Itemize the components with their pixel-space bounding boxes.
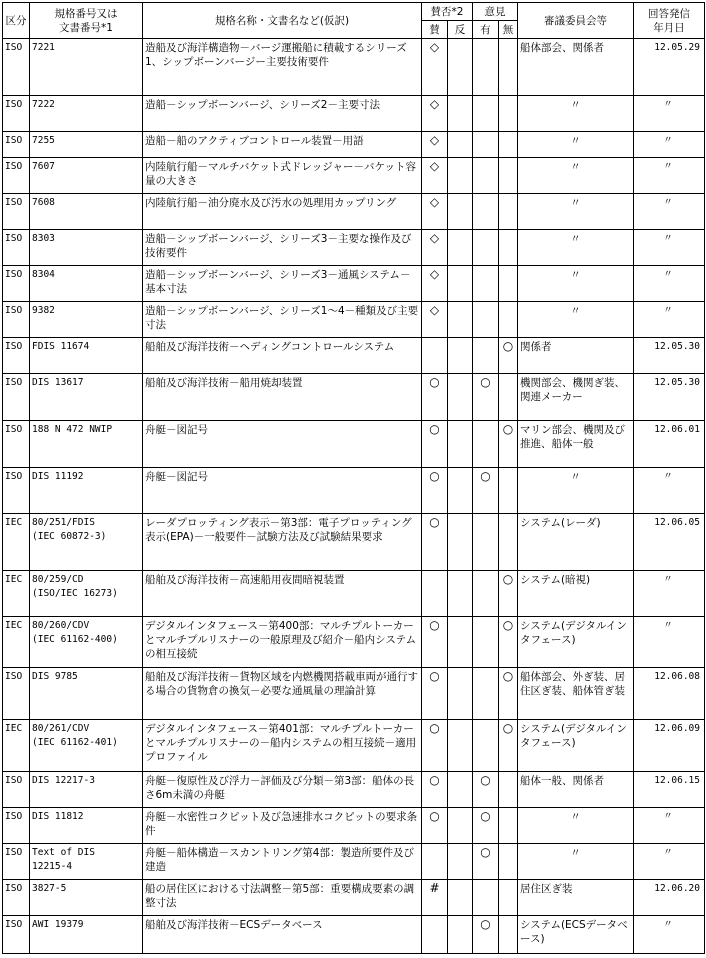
row-number: 8304 bbox=[30, 266, 143, 302]
header-vote-no: 反 bbox=[448, 21, 473, 39]
row-vote-no bbox=[448, 302, 473, 338]
row-opinion-none: ○ bbox=[499, 571, 518, 617]
row-kind: ISO bbox=[3, 338, 30, 374]
row-opinion-has bbox=[473, 571, 499, 617]
row-title: 船の居住区における寸法調整－第5部：重要構成要素の調整寸法 bbox=[143, 880, 422, 916]
row-vote-yes: ○ bbox=[422, 668, 448, 720]
row-vote-yes: ○ bbox=[422, 617, 448, 668]
row-number: DIS 11192 bbox=[30, 468, 143, 514]
table-row bbox=[3, 772, 705, 808]
row-opinion-none bbox=[499, 132, 518, 158]
row-date: 〃 bbox=[634, 808, 705, 844]
row-number: 7255 bbox=[30, 132, 143, 158]
row-number: FDIS 11674 bbox=[30, 338, 143, 374]
row-number: 9382 bbox=[30, 302, 143, 338]
table-row bbox=[3, 880, 705, 916]
row-opinion-none bbox=[499, 266, 518, 302]
row-kind: IEC bbox=[3, 617, 30, 668]
row-date: 〃 bbox=[634, 468, 705, 514]
row-kind: ISO bbox=[3, 421, 30, 468]
header-date: 回答発信 年月日 bbox=[634, 3, 705, 39]
row-committee: システム(暗視) bbox=[518, 571, 634, 617]
row-committee: 〃 bbox=[518, 844, 634, 880]
row-kind: ISO bbox=[3, 844, 30, 880]
row-kind: ISO bbox=[3, 194, 30, 230]
row-committee: マリン部会、機関及び推進、船体一般 bbox=[518, 421, 634, 468]
row-vote-yes: ○ bbox=[422, 720, 448, 772]
row-number: DIS 11812 bbox=[30, 808, 143, 844]
row-vote-no bbox=[448, 571, 473, 617]
header-op-no: 無 bbox=[499, 21, 518, 39]
row-opinion-none bbox=[499, 194, 518, 230]
header-number: 規格番号又は 文書番号*1 bbox=[30, 3, 143, 39]
row-opinion-none: ○ bbox=[499, 720, 518, 772]
row-opinion-has bbox=[473, 230, 499, 266]
row-number: 7222 bbox=[30, 96, 143, 132]
standards-table bbox=[2, 2, 705, 954]
row-opinion-none bbox=[499, 374, 518, 421]
row-date: 〃 bbox=[634, 302, 705, 338]
row-title: 造船－シップボーンバージ、シリーズ1～4－種類及び主要寸法 bbox=[143, 302, 422, 338]
row-vote-no bbox=[448, 132, 473, 158]
row-title: 内陸航行船－油分廃水及び汚水の処理用カップリング bbox=[143, 194, 422, 230]
row-committee: 〃 bbox=[518, 468, 634, 514]
row-title: 造船－シップボーンバージ、シリーズ2－主要寸法 bbox=[143, 96, 422, 132]
row-vote-no bbox=[448, 39, 473, 96]
row-kind: IEC bbox=[3, 571, 30, 617]
row-vote-yes: ○ bbox=[422, 514, 448, 571]
row-opinion-has bbox=[473, 302, 499, 338]
row-date: 12.06.05 bbox=[634, 514, 705, 571]
table-row bbox=[3, 468, 705, 514]
header-opinion: 意見 bbox=[473, 3, 518, 21]
row-number: 80/251/FDIS (IEC 60872-3) bbox=[30, 514, 143, 571]
row-opinion-none bbox=[499, 844, 518, 880]
row-date: 〃 bbox=[634, 194, 705, 230]
table-row bbox=[3, 421, 705, 468]
row-vote-no bbox=[448, 421, 473, 468]
row-date: 〃 bbox=[634, 132, 705, 158]
row-vote-no bbox=[448, 916, 473, 954]
row-vote-yes: ○ bbox=[422, 374, 448, 421]
row-number: 188 N 472 NWIP bbox=[30, 421, 143, 468]
header-vote-yes: 賛 bbox=[422, 21, 448, 39]
table-row bbox=[3, 96, 705, 132]
row-vote-no bbox=[448, 230, 473, 266]
row-opinion-none: ○ bbox=[499, 338, 518, 374]
row-opinion-none bbox=[499, 96, 518, 132]
table-row bbox=[3, 158, 705, 194]
row-vote-no bbox=[448, 468, 473, 514]
table-row bbox=[3, 39, 705, 96]
row-number: 7221 bbox=[30, 39, 143, 96]
row-kind: ISO bbox=[3, 808, 30, 844]
row-kind: ISO bbox=[3, 880, 30, 916]
row-opinion-has bbox=[473, 338, 499, 374]
row-number: 80/259/CD (ISO/IEC 16273) bbox=[30, 571, 143, 617]
row-committee: システム(デジタルインタフェース) bbox=[518, 617, 634, 668]
row-opinion-has bbox=[473, 720, 499, 772]
header-kind: 区分 bbox=[3, 3, 30, 39]
table-row bbox=[3, 808, 705, 844]
row-vote-yes: # bbox=[422, 880, 448, 916]
row-opinion-has bbox=[473, 421, 499, 468]
row-opinion-has bbox=[473, 266, 499, 302]
row-committee: 〃 bbox=[518, 96, 634, 132]
table-row bbox=[3, 720, 705, 772]
table-row bbox=[3, 844, 705, 880]
row-vote-yes: ◇ bbox=[422, 132, 448, 158]
row-vote-yes: ○ bbox=[422, 421, 448, 468]
table-row bbox=[3, 514, 705, 571]
row-committee: 〃 bbox=[518, 158, 634, 194]
row-title: 舟艇－図記号 bbox=[143, 468, 422, 514]
row-title: 造船－シップボーンバージ、シリーズ3－主要な操作及び技術要件 bbox=[143, 230, 422, 266]
row-committee: 〃 bbox=[518, 808, 634, 844]
row-date: 〃 bbox=[634, 844, 705, 880]
row-kind: ISO bbox=[3, 302, 30, 338]
row-opinion-has bbox=[473, 96, 499, 132]
row-opinion-has: ○ bbox=[473, 374, 499, 421]
row-kind: IEC bbox=[3, 514, 30, 571]
table-row bbox=[3, 668, 705, 720]
row-vote-yes: ◇ bbox=[422, 302, 448, 338]
table-row bbox=[3, 617, 705, 668]
row-vote-no bbox=[448, 808, 473, 844]
row-vote-no bbox=[448, 668, 473, 720]
row-vote-yes: ○ bbox=[422, 772, 448, 808]
row-date: 12.05.30 bbox=[634, 374, 705, 421]
row-opinion-none bbox=[499, 230, 518, 266]
header-title: 規格名称・文書名など(仮訳) bbox=[143, 3, 422, 39]
row-number: AWI 19379 bbox=[30, 916, 143, 954]
row-vote-no bbox=[448, 194, 473, 230]
table-row bbox=[3, 571, 705, 617]
row-kind: ISO bbox=[3, 230, 30, 266]
row-kind: ISO bbox=[3, 158, 30, 194]
row-opinion-none bbox=[499, 880, 518, 916]
row-opinion-has bbox=[473, 668, 499, 720]
row-opinion-has bbox=[473, 617, 499, 668]
header-committee: 審議委員会等 bbox=[518, 3, 634, 39]
row-opinion-has bbox=[473, 194, 499, 230]
row-opinion-none bbox=[499, 916, 518, 954]
row-title: 造船及び海洋構造物－バージ運搬船に積載するシリーズ1、シップボーンバージー主要技術要件 bbox=[143, 39, 422, 96]
table-row bbox=[3, 302, 705, 338]
row-kind: ISO bbox=[3, 668, 30, 720]
row-date: 〃 bbox=[634, 571, 705, 617]
row-opinion-has: ○ bbox=[473, 772, 499, 808]
row-opinion-has bbox=[473, 39, 499, 96]
row-vote-no bbox=[448, 96, 473, 132]
row-kind: ISO bbox=[3, 266, 30, 302]
row-vote-yes bbox=[422, 844, 448, 880]
row-vote-yes: ◇ bbox=[422, 39, 448, 96]
row-committee: 船体一般、関係者 bbox=[518, 772, 634, 808]
row-number: Text of DIS 12215-4 bbox=[30, 844, 143, 880]
row-kind: ISO bbox=[3, 468, 30, 514]
row-vote-yes bbox=[422, 916, 448, 954]
row-title: 内陸航行船－マルチバケット式ドレッジャー－バケット容量の大きさ bbox=[143, 158, 422, 194]
row-vote-no bbox=[448, 158, 473, 194]
row-committee: 〃 bbox=[518, 266, 634, 302]
row-opinion-none: ○ bbox=[499, 668, 518, 720]
row-kind: ISO bbox=[3, 132, 30, 158]
row-committee: 居住区ぎ装 bbox=[518, 880, 634, 916]
row-title: 舟艇－復原性及び浮力－評価及び分類－第3部：船体の長さ6m未満の舟艇 bbox=[143, 772, 422, 808]
row-vote-yes bbox=[422, 338, 448, 374]
row-number: 80/260/CDV (IEC 61162-400) bbox=[30, 617, 143, 668]
row-kind: ISO bbox=[3, 374, 30, 421]
row-vote-no bbox=[448, 880, 473, 916]
row-vote-yes: ◇ bbox=[422, 194, 448, 230]
row-committee: 〃 bbox=[518, 230, 634, 266]
row-title: レーダプロッティング表示－第3部：電子プロッティング表示(EPA)－一般要件－試験方法及び試験結果要求 bbox=[143, 514, 422, 571]
row-opinion-has bbox=[473, 132, 499, 158]
row-vote-no bbox=[448, 338, 473, 374]
row-opinion-none: ○ bbox=[499, 421, 518, 468]
row-date: 12.06.20 bbox=[634, 880, 705, 916]
row-title: 造船－船のアクティブコントロール装置－用語 bbox=[143, 132, 422, 158]
row-number: DIS 9785 bbox=[30, 668, 143, 720]
row-vote-no bbox=[448, 844, 473, 880]
row-number: 80/261/CDV (IEC 61162-401) bbox=[30, 720, 143, 772]
header-op-yes: 有 bbox=[473, 21, 499, 39]
row-date: 〃 bbox=[634, 158, 705, 194]
row-date: 〃 bbox=[634, 96, 705, 132]
row-kind: IEC bbox=[3, 720, 30, 772]
table-row bbox=[3, 916, 705, 954]
row-title: 船舶及び海洋技術－ヘディングコントロールシステム bbox=[143, 338, 422, 374]
row-vote-yes: ◇ bbox=[422, 96, 448, 132]
row-number: 3827-5 bbox=[30, 880, 143, 916]
row-date: 12.05.30 bbox=[634, 338, 705, 374]
row-kind: ISO bbox=[3, 39, 30, 96]
row-title: 船舶及び海洋技術－船用焼却装置 bbox=[143, 374, 422, 421]
row-vote-no bbox=[448, 772, 473, 808]
row-vote-no bbox=[448, 514, 473, 571]
row-committee: 〃 bbox=[518, 194, 634, 230]
row-opinion-has bbox=[473, 514, 499, 571]
table-row bbox=[3, 266, 705, 302]
row-title: 舟艇－船体構造－スカントリング第4部：製造所要件及び建造 bbox=[143, 844, 422, 880]
row-opinion-none bbox=[499, 302, 518, 338]
row-title: デジタルインタフェース－第401部：マルチプルトーカーとマルチプルリスナーの－船内システムの相互接続－適用プロファイル bbox=[143, 720, 422, 772]
row-kind: ISO bbox=[3, 772, 30, 808]
row-title: 造船－シップボーンバージ、シリーズ3－通風システム－基本寸法 bbox=[143, 266, 422, 302]
row-opinion-none bbox=[499, 514, 518, 571]
row-committee: 船体部会、外ぎ装、居住区ぎ装、船体管ぎ装 bbox=[518, 668, 634, 720]
table-row bbox=[3, 132, 705, 158]
row-vote-no bbox=[448, 374, 473, 421]
row-date: 12.05.29 bbox=[634, 39, 705, 96]
row-vote-yes: ◇ bbox=[422, 266, 448, 302]
row-date: 12.06.01 bbox=[634, 421, 705, 468]
row-opinion-none bbox=[499, 468, 518, 514]
row-committee: 〃 bbox=[518, 302, 634, 338]
row-date: 12.06.15 bbox=[634, 772, 705, 808]
row-number: DIS 13617 bbox=[30, 374, 143, 421]
row-committee: システム(レーダ) bbox=[518, 514, 634, 571]
table-row bbox=[3, 374, 705, 421]
row-date: 12.06.09 bbox=[634, 720, 705, 772]
table-row bbox=[3, 194, 705, 230]
row-opinion-has: ○ bbox=[473, 808, 499, 844]
row-title: 舟艇－図記号 bbox=[143, 421, 422, 468]
row-committee: システム(デジタルインタフェース) bbox=[518, 720, 634, 772]
row-vote-yes bbox=[422, 571, 448, 617]
row-opinion-none bbox=[499, 39, 518, 96]
row-number: DIS 12217-3 bbox=[30, 772, 143, 808]
row-title: 船舶及び海洋技術－貨物区域を内燃機関搭載車両が通行する場合の貨物倉の換気－必要な通風量の理論計算 bbox=[143, 668, 422, 720]
row-title: 船舶及び海洋技術－ECSデータベース bbox=[143, 916, 422, 954]
row-date: 〃 bbox=[634, 916, 705, 954]
row-opinion-none bbox=[499, 772, 518, 808]
row-date: 〃 bbox=[634, 266, 705, 302]
row-opinion-has bbox=[473, 880, 499, 916]
row-opinion-none bbox=[499, 808, 518, 844]
row-date: 12.06.08 bbox=[634, 668, 705, 720]
row-opinion-has: ○ bbox=[473, 468, 499, 514]
row-vote-no bbox=[448, 266, 473, 302]
row-title: 船舶及び海洋技術－高速船用夜間暗視装置 bbox=[143, 571, 422, 617]
row-committee: 関係者 bbox=[518, 338, 634, 374]
row-kind: ISO bbox=[3, 916, 30, 954]
table-row bbox=[3, 338, 705, 374]
header-vote: 賛否*2 bbox=[422, 3, 473, 21]
row-title: デジタルインタフェース－第400部：マルチプルトーカーとマルチプルリスナーの一般原理及び紹介－船内システムの相互接続 bbox=[143, 617, 422, 668]
row-opinion-none bbox=[499, 158, 518, 194]
row-vote-no bbox=[448, 617, 473, 668]
row-number: 7608 bbox=[30, 194, 143, 230]
row-opinion-none: ○ bbox=[499, 617, 518, 668]
row-committee: 船体部会、関係者 bbox=[518, 39, 634, 96]
row-vote-yes: ○ bbox=[422, 468, 448, 514]
row-opinion-has: ○ bbox=[473, 916, 499, 954]
row-number: 7607 bbox=[30, 158, 143, 194]
table-row bbox=[3, 230, 705, 266]
row-date: 〃 bbox=[634, 230, 705, 266]
row-vote-yes: ○ bbox=[422, 808, 448, 844]
row-committee: 〃 bbox=[518, 132, 634, 158]
row-vote-no bbox=[448, 720, 473, 772]
row-committee: システム(ECSデータベース) bbox=[518, 916, 634, 954]
row-date: 〃 bbox=[634, 617, 705, 668]
row-kind: ISO bbox=[3, 96, 30, 132]
row-vote-yes: ◇ bbox=[422, 158, 448, 194]
row-committee: 機関部会、機関ぎ装、関連メーカー bbox=[518, 374, 634, 421]
row-opinion-has bbox=[473, 158, 499, 194]
row-vote-yes: ◇ bbox=[422, 230, 448, 266]
row-number: 8303 bbox=[30, 230, 143, 266]
row-opinion-has: ○ bbox=[473, 844, 499, 880]
row-title: 舟艇－水密性コクピット及び急速排水コクピットの要求条件 bbox=[143, 808, 422, 844]
